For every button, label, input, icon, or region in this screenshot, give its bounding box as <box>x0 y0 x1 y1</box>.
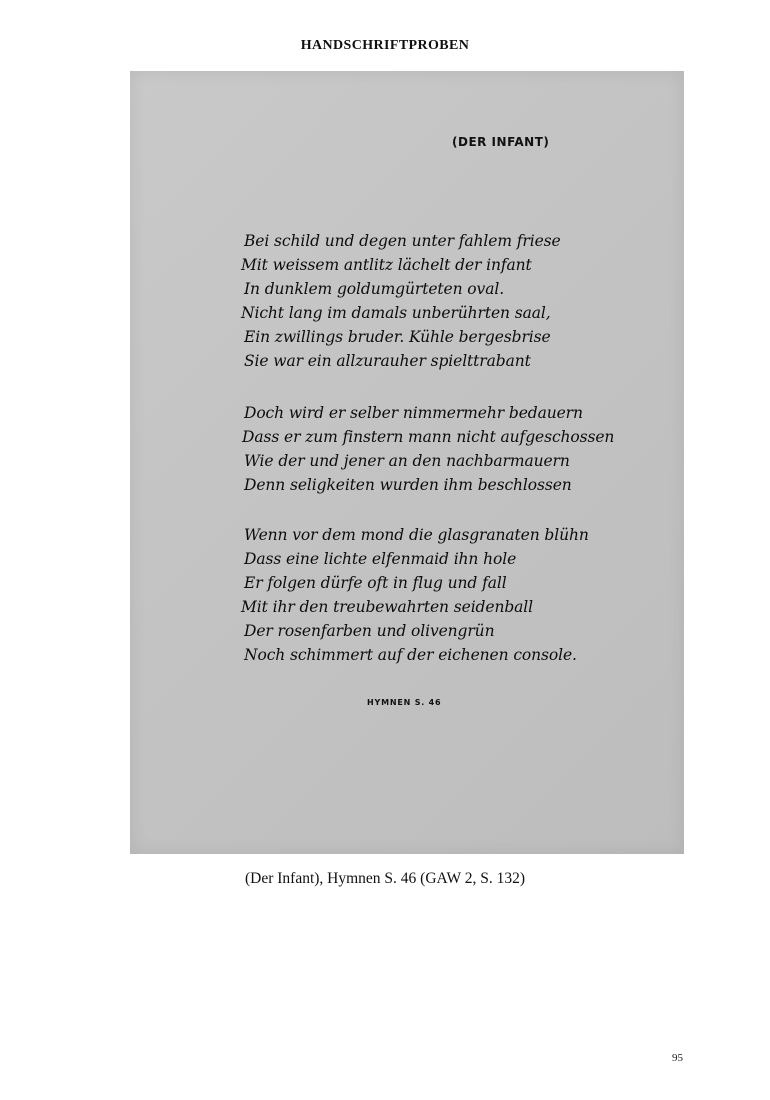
stanza-1 <box>241 229 561 373</box>
poem-line: Dass eine lichte elfenmaid ihn hole <box>244 550 517 568</box>
poem-line: Sie war ein allzurauher spielttrabant <box>244 352 531 370</box>
poem-line: Wie der und jener an den nachbarmauern <box>244 452 570 470</box>
running-head: HANDSCHRIFTPROBEN <box>300 38 470 53</box>
poem-line: Bei schild und degen unter fahlem friese <box>244 232 561 250</box>
poem-line: Er folgen dürfe oft in flug und fall <box>244 574 507 592</box>
manuscript-title: (DER INFANT) <box>452 135 550 149</box>
page-number: 95 <box>672 1052 683 1064</box>
source-label: HYMNEN S. 46 <box>367 698 442 707</box>
poem-line: In dunklem goldumgürteten oval. <box>244 280 505 298</box>
manuscript-plate <box>130 71 684 854</box>
poem-line: Noch schimmert auf der eichenen console. <box>244 646 577 664</box>
poem-line: Wenn vor dem mond die glasgranaten blühn <box>244 526 589 544</box>
poem-line: Denn seligkeiten wurden ihm beschlossen <box>244 476 572 494</box>
poem-line: Dass er zum finstern mann nicht aufgeschossen <box>242 428 615 446</box>
stanza-3 <box>241 523 589 667</box>
poem-line: Mit ihr den treubewahrten seidenball <box>241 598 534 616</box>
poem-line: Der rosenfarben und olivengrün <box>244 622 495 640</box>
poem-line: Doch wird er selber nimmermehr bedauern <box>244 404 583 422</box>
poem-line: Ein zwillings bruder. Kühle bergesbrise <box>244 328 551 346</box>
stanza-2 <box>244 401 614 497</box>
poem-line: Mit weissem antlitz lächelt der infant <box>241 256 532 274</box>
figure-caption: (Der Infant), Hymnen S. 46 (GAW 2, S. 132) <box>244 870 525 887</box>
poem-line: Nicht lang im damals unberührten saal, <box>241 304 551 322</box>
